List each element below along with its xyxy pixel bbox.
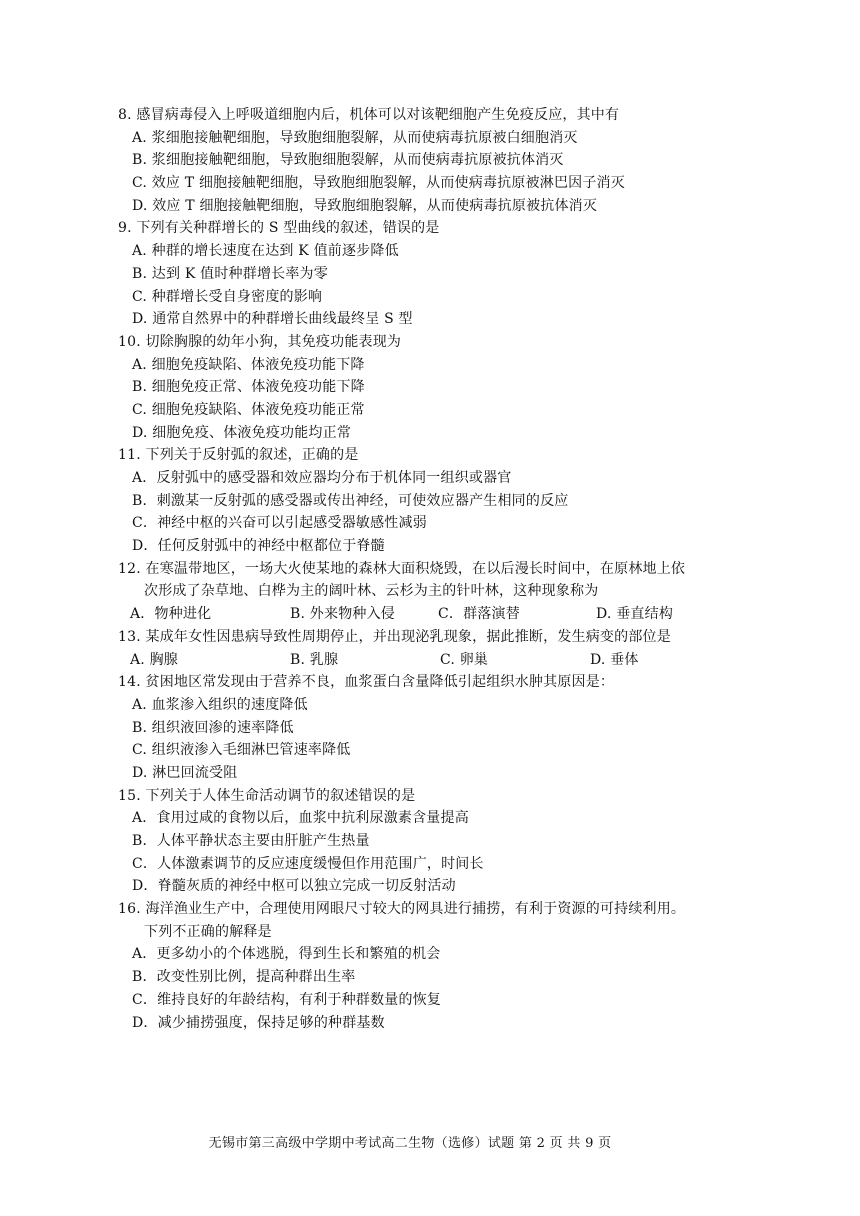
answer-option: C. 组织液渗入毛细淋巴管速率降低 [132, 742, 351, 759]
question-block [118, 898, 758, 1034]
answer-option: D. 垂体 [590, 651, 639, 668]
answer-option: B．刺激某一反射弧的感受器或传出神经，可使效应器产生相同的反应 [132, 492, 569, 509]
answer-option: C．群落演替 [438, 606, 520, 623]
question-stem: 下列不正确的解释是 [144, 923, 272, 940]
answer-option: A．反射弧中的感受器和效应器均分布于机体同一组织或器官 [132, 470, 512, 486]
answer-option: D．任何反射弧中的神经中枢都位于脊髓 [132, 538, 385, 555]
question-stem: 15. 下列关于人体生命活动调节的叙述错误的是 [118, 787, 416, 804]
question-block [118, 104, 758, 217]
answer-option: B. 外来物种入侵 [290, 606, 395, 623]
answer-option: A. 胸腺 [130, 651, 179, 668]
question-block [118, 558, 758, 626]
answer-option: A．物种进化 [130, 606, 212, 623]
answer-option: B. 组织液回渗的速率降低 [132, 719, 294, 736]
question-block [118, 217, 758, 330]
answer-option: D．减少捕捞强度，保持足够的种群基数 [132, 1014, 385, 1031]
answer-option: C. 细胞免疫缺陷、体液免疫功能正常 [132, 401, 365, 418]
answer-option: B. 细胞免疫正常、体液免疫功能下降 [132, 379, 365, 396]
question-list [118, 104, 758, 1034]
answer-option: B．改变性别比例，提高种群出生率 [132, 969, 356, 986]
question-stem: 8. 感冒病毒侵入上呼吸道细胞内后，机体可以对该靶细胞产生免疫反应，其中有 [118, 107, 620, 123]
answer-option: D. 通常自然界中的种群增长曲线最终呈 S 型 [132, 311, 413, 328]
answer-option: D. 垂直结构 [596, 606, 674, 623]
answer-option: D. 淋巴回流受阻 [132, 764, 238, 781]
answer-option: D．脊髓灰质的神经中枢可以独立完成一切反射活动 [132, 878, 456, 895]
answer-option: C. 种群增长受自身密度的影响 [132, 288, 323, 305]
question-block [118, 671, 758, 784]
answer-option: A. 浆细胞接触靶细胞，导致胞细胞裂解，从而使病毒抗原被白细胞消灭 [132, 129, 578, 146]
answer-option: B. 乳腺 [290, 651, 339, 668]
answer-option: B．人体平静状态主要由肝脏产生热量 [132, 833, 370, 849]
answer-option: B. 达到 K 值时种群增长率为零 [132, 265, 328, 282]
question-stem: 次形成了杂草地、白桦为主的阔叶林、云杉为主的针叶林，这种现象称为 [144, 583, 599, 600]
answer-option: C．人体激素调节的反应速度缓慢但作用范围广，时间长 [132, 855, 484, 872]
answer-option: C．神经中枢的兴奋可以引起感受器敏感性减弱 [132, 515, 427, 532]
answer-option: A．食用过咸的食物以后，血浆中抗利尿激素含量提高 [132, 810, 469, 827]
question-stem: 12. 在寒温带地区，一场大火使某地的森林大面积烧毁，在以后漫长时间中，在原林地上依 [118, 560, 686, 577]
answer-option: A．更多幼小的个体逃脱，得到生长和繁殖的机会 [132, 946, 441, 963]
question-block [118, 444, 758, 557]
question-stem: 16. 海洋渔业生产中，合理使用网眼尺寸较大的网具进行捕捞，有利于资源的可持续利用。 [118, 901, 686, 918]
answer-option: D. 细胞免疫、体液免疫功能均正常 [132, 424, 352, 441]
page-footer: 无锡市第三高级中学期中考试高二生物（选修）试题 第 2 页 共 9 页 [208, 1136, 612, 1151]
question-stem: 10. 切除胸腺的幼年小狗，其免疫功能表现为 [118, 333, 402, 350]
answer-option: A. 种群的增长速度在达到 K 值前逐步降低 [132, 243, 399, 260]
question-stem: 13. 某成年女性因患病导致性周期停止，并出现泌乳现象，据此推断，发生病变的部位是 [118, 628, 671, 645]
question-block [118, 785, 758, 898]
question-stem: 14. 贫困地区常发现由于营养不良，血浆蛋白含量降低引起组织水肿其原因是： [118, 674, 615, 691]
question-block [118, 331, 758, 444]
answer-option: C. 效应 T 细胞接触靶细胞，导致胞细胞裂解，从而使病毒抗原被淋巴因子消灭 [132, 175, 625, 192]
question-stem: 9. 下列有关种群增长的 S 型曲线的叙述，错误的是 [118, 220, 440, 237]
question-stem: 11. 下列关于反射弧的叙述，正确的是 [118, 447, 359, 464]
answer-option: B. 浆细胞接触靶细胞，导致胞细胞裂解，从而使病毒抗原被抗体消灭 [132, 152, 564, 169]
answer-option-row [118, 603, 758, 626]
answer-option: A. 血浆渗入组织的速度降低 [132, 696, 308, 713]
question-block [118, 626, 758, 671]
answer-option: D. 效应 T 细胞接触靶细胞，导致胞细胞裂解，从而使病毒抗原被抗体消灭 [132, 197, 598, 214]
answer-option: A. 细胞免疫缺陷、体液免疫功能下降 [132, 356, 365, 373]
answer-option-row [118, 649, 758, 672]
answer-option: C. 卵巢 [440, 651, 489, 668]
answer-option: C．维持良好的年龄结构，有利于种群数量的恢复 [132, 991, 442, 1008]
